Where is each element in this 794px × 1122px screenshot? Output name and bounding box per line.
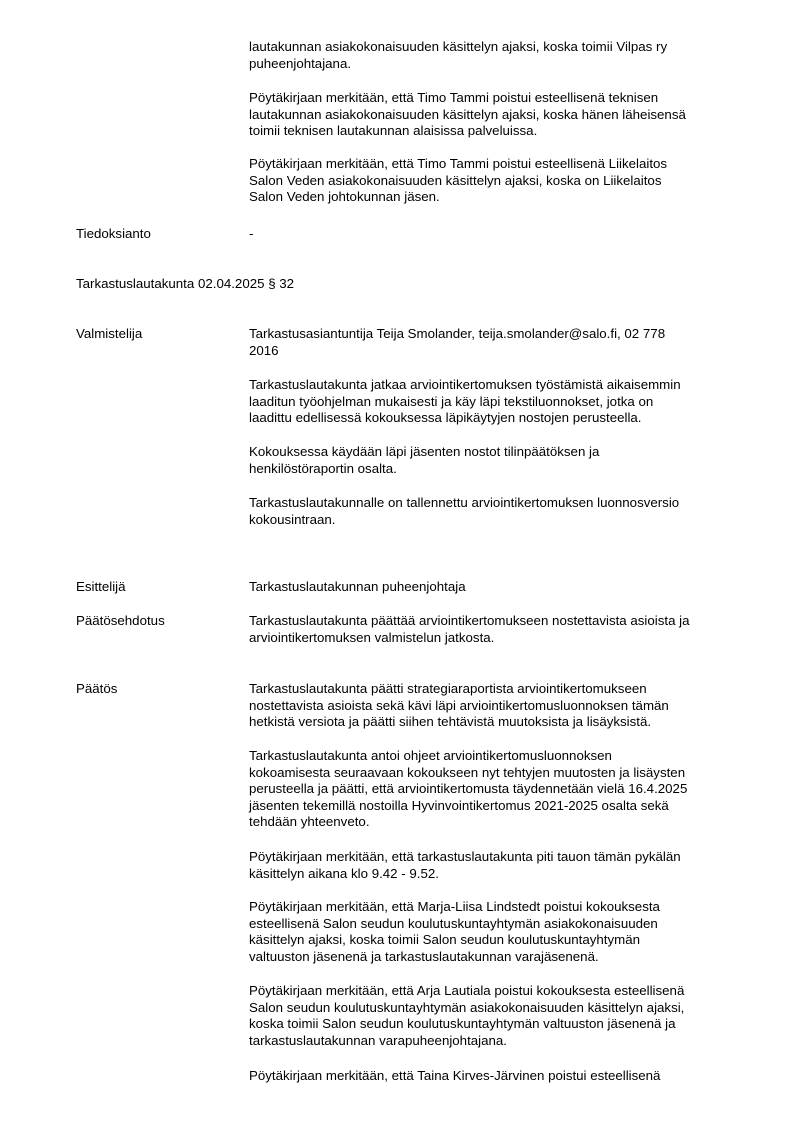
paatos-paragraph-6 bbox=[249, 1068, 739, 1085]
text-line: käsittelyn aikana klo 9.42 - 9.52. bbox=[249, 865, 439, 881]
text-line: Pöytäkirjaan merkitään, että Arja Lautiala poistui kokouksesta esteellisenä bbox=[249, 983, 685, 998]
text-line: kokousintraan. bbox=[249, 511, 336, 527]
text-line: hetkistä versiota ja päätti siihen tehtävistä muutoksista ja lisäyksistä. bbox=[249, 714, 652, 730]
intro-paragraph-2 bbox=[249, 90, 739, 140]
valmistelija-paragraph-3 bbox=[249, 444, 739, 477]
esittelija-label: Esittelijä bbox=[76, 579, 126, 594]
text-line: tehdään yhteenveto. bbox=[249, 814, 370, 830]
intro-paragraph-3 bbox=[249, 156, 739, 206]
text-line: tarkastuslautakunnan varapuheenjohtajana. bbox=[249, 1032, 508, 1048]
text-line: Tarkastuslautakunta päätti strategiaraportista arviointikertomukseen bbox=[249, 681, 647, 696]
text-line: laadittu edellisessä kokouksessa läpikäytyjen nostojen perusteella. bbox=[249, 410, 642, 426]
paatosehdotus-label: Päätösehdotus bbox=[76, 613, 165, 628]
tiedoksianto-label: Tiedoksianto bbox=[76, 226, 151, 241]
text-line: Tarkastuslautakunnalle on tallennettu arviointikertomuksen luonnosversio bbox=[249, 495, 680, 510]
paatos-paragraph-4 bbox=[249, 899, 739, 965]
paatos-paragraph-3 bbox=[249, 849, 739, 882]
text-line: Pöytäkirjaan merkitään, että tarkastuslautakunta piti tauon tämän pykälän bbox=[249, 849, 681, 864]
text-line: puheenjohtajana. bbox=[249, 55, 352, 71]
text-line: koska toimii Salon seudun koulutuskuntayhtymän valtuuston jäsenenä ja bbox=[249, 1016, 676, 1032]
text-line: esteellisenä Salon seudun koulutuskuntayhtymän asiakokonaisuuden bbox=[249, 915, 658, 931]
text-line: Pöytäkirjaan merkitään, että Taina Kirves-Järvinen poistui esteellisenä bbox=[249, 1068, 661, 1083]
text-line: laaditun työohjelman mukaisesti ja käy läpi tekstiluonnokset, jotka on bbox=[249, 393, 654, 409]
valmistelija-paragraph-2 bbox=[249, 377, 739, 427]
text-line: lautakunnan asiakokonaisuuden käsittelyn ajaksi, koska hänen läheisensä bbox=[249, 106, 686, 122]
text-line: kokoamisesta seuraavaan kokoukseen nyt tehtyjen muutosten ja lisäysten bbox=[249, 764, 686, 780]
text-line: Salon Veden johtokunnan jäsen. bbox=[249, 189, 440, 205]
text-line: käsittelyn ajaksi, koska toimii Salon seudun koulutuskuntayhtymän bbox=[249, 932, 640, 948]
valmistelija-paragraph-1 bbox=[249, 326, 739, 359]
section-heading: Tarkastuslautakunta 02.04.2025 § 32 bbox=[76, 276, 295, 291]
text-line: jäsenten tekemillä nostoilla Hyvinvointikertomus 2021-2025 osalta sekä bbox=[249, 797, 669, 813]
text-line: lautakunnan asiakokonaisuuden käsittelyn ajaksi, koska toimii Vilpas ry bbox=[249, 39, 668, 54]
text-line: 2016 bbox=[249, 342, 279, 358]
text-line: Pöytäkirjaan merkitään, että Timo Tammi poistui esteellisenä Liikelaitos bbox=[249, 156, 668, 171]
text-line: Tarkastuslautakunta jatkaa arviointikertomuksen työstämistä aikaisemmin bbox=[249, 377, 681, 392]
paatos-paragraph-2 bbox=[249, 748, 739, 831]
text-line: nostettavista asioista sekä kävi läpi arviointikertomusluonnoksen tämän bbox=[249, 697, 669, 713]
text-line: valtuuston jäsenenä ja tarkastuslautakunnan varajäsenenä. bbox=[249, 948, 599, 964]
paatos-paragraph-1 bbox=[249, 681, 739, 731]
paatos-label: Päätös bbox=[76, 681, 118, 696]
text-line: Kokouksessa käydään läpi jäsenten nostot tilinpäätöksen ja bbox=[249, 444, 600, 459]
text-line: perusteella ja päätti, että arviointikertomusta täydennetään vielä 16.4.2025 bbox=[249, 781, 688, 797]
text-line: Tarkastuslautakunta päättää arviointikertomukseen nostettavista asioista ja bbox=[249, 613, 690, 628]
tiedoksianto-value: - bbox=[249, 226, 254, 241]
esittelija-value: Tarkastuslautakunnan puheenjohtaja bbox=[249, 579, 466, 594]
intro-paragraph-1 bbox=[249, 39, 739, 72]
text-line: Tarkastusasiantuntija Teija Smolander, teija.smolander@salo.fi, 02 778 bbox=[249, 326, 666, 341]
text-line: Pöytäkirjaan merkitään, että Marja-Liisa Lindstedt poistui kokouksesta bbox=[249, 899, 660, 914]
text-line: Salon seudun koulutuskuntayhtymän asiakokonaisuuden käsittelyn ajaksi, bbox=[249, 999, 685, 1015]
text-line: henkilöstöraportin osalta. bbox=[249, 460, 397, 476]
text-line: toimii teknisen lautakunnan alaisissa palveluissa. bbox=[249, 123, 538, 139]
text-line: arviointikertomuksen valmistelun jatkosta. bbox=[249, 629, 495, 645]
text-line: Salon Veden asiakokonaisuuden käsittelyn ajaksi, koska on Liikelaitos bbox=[249, 172, 662, 188]
text-line: Tarkastuslautakunta antoi ohjeet arviointikertomusluonnoksen bbox=[249, 748, 612, 763]
paatosehdotus-paragraph bbox=[249, 613, 739, 646]
valmistelija-label: Valmistelija bbox=[76, 326, 143, 341]
text-line: Pöytäkirjaan merkitään, että Timo Tammi poistui esteellisenä teknisen bbox=[249, 90, 659, 105]
valmistelija-paragraph-4 bbox=[249, 495, 739, 528]
paatos-paragraph-5 bbox=[249, 983, 739, 1049]
